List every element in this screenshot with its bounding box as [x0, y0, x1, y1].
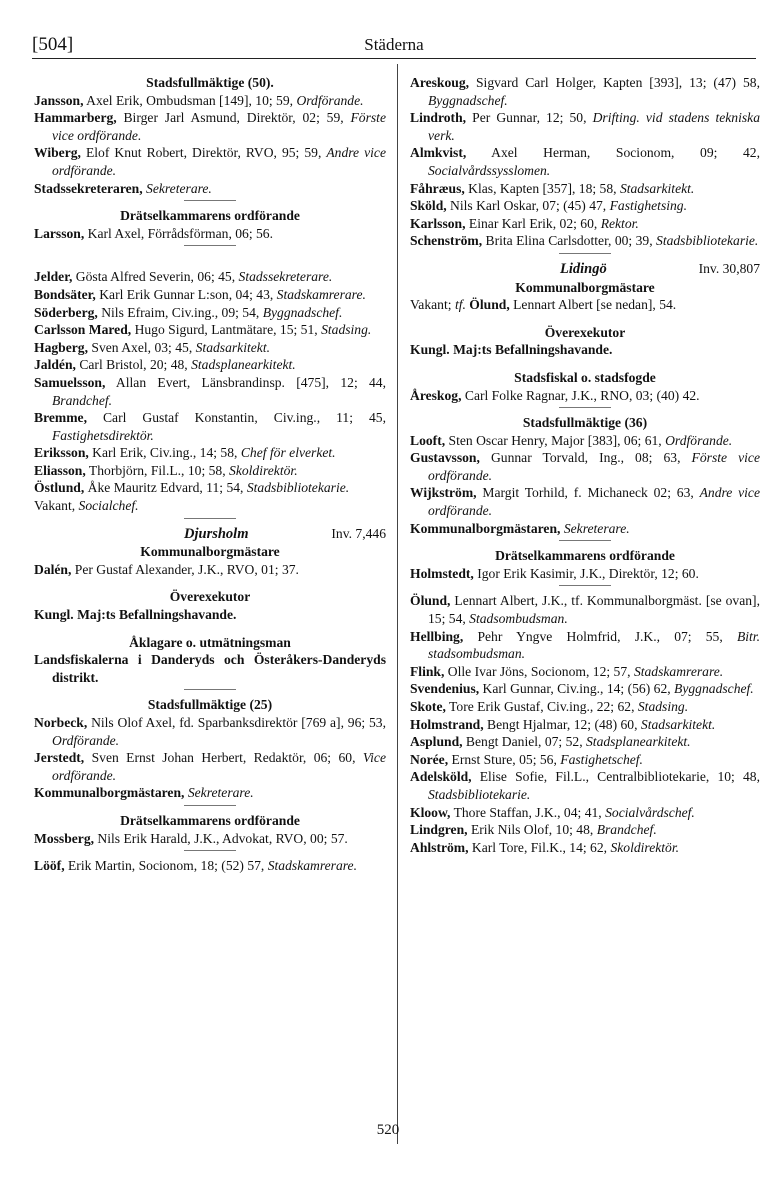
entry-details: Karl Erik, Civ.ing., 14; 58, [88, 445, 241, 461]
directory-entry [34, 374, 386, 409]
entry-details: Birger Jarl Asmund, Direktör, 02; 59, [116, 110, 351, 126]
directory-entry [410, 821, 760, 839]
entry-name: Kommunalborgmästaren, [410, 520, 561, 536]
section-heading: Stadsfiskal o. stadsfogde [514, 369, 656, 385]
spacer [410, 314, 760, 324]
entry-name: Svendenius, [410, 681, 480, 697]
directory-entry [34, 109, 386, 144]
section-heading: Drätselkammarens ordförande [495, 548, 675, 564]
entry-name: Östlund, [34, 480, 85, 496]
entry-title: Stadsbibliotekarie. [428, 786, 531, 802]
entry-details: Carl Folke Ragnar, J.K., RNO, 03; (40) 42. [461, 387, 700, 403]
entry-details: Allan Evert, Länsbrandinsp. [475], 12; 44, [105, 374, 386, 390]
directory-entry [34, 286, 386, 304]
directory-entry [410, 733, 760, 751]
entry-details: Nils Olof Axel, fd. Sparbanksdirektör [769 a], 96; 53, [87, 715, 386, 730]
short-rule [184, 245, 236, 246]
entry-name: Lindroth, [410, 110, 467, 126]
entry-title: Stadsarkitekt. [619, 180, 695, 196]
entry-title: Ordförande. [52, 732, 120, 748]
directory-entry [34, 321, 386, 339]
short-rule [559, 253, 611, 254]
entry-title: Brandchef. [52, 392, 113, 408]
entry-details: Ernst Sture, 05; 56, [448, 751, 561, 767]
directory-entry [410, 341, 760, 359]
entry-title: Byggnadschef. [262, 304, 343, 320]
directory-entry [34, 749, 386, 784]
city-heading-djursholm [34, 525, 386, 544]
directory-entry [34, 784, 386, 802]
city-name: Lidingö [560, 260, 607, 277]
entry-name: Jaldén, [34, 357, 76, 373]
entry-name: Söderberg, [34, 304, 98, 320]
entry-name: Hagberg, [34, 339, 88, 355]
entry-name: Skote, [410, 699, 446, 714]
entry-title: Stadsplanearkitekt. [586, 734, 691, 750]
section-heading: Kommunalborgmästare [515, 279, 655, 295]
entry-title: Stadsarkitekt. [640, 716, 716, 732]
entry-details: Brita Elina Carlsdotter, 00; 39, [482, 233, 657, 249]
directory-entry [34, 651, 386, 686]
entry-name: Flink, [410, 663, 445, 679]
entry-details: Olle Ivar Jöns, Socionom, 12; 57, [444, 663, 634, 679]
entry-title: Ordförande. [665, 432, 733, 448]
entry-details: Klas, Kapten [357], 18; 58, [464, 180, 620, 196]
left-block-1 [34, 74, 386, 519]
spacer [34, 624, 386, 634]
entry-details: Elof Knut Robert, Direktör, RVO, 95; 59, [80, 145, 327, 161]
entry-title: Brandchef. [596, 822, 657, 838]
entry-details: Sven Ernst Johan Herbert, Redaktör, 06; 60, [84, 750, 363, 766]
directory-entry [410, 565, 760, 583]
entry-title: Drifting. vid stadens tekniska verk. [428, 110, 760, 143]
entry-title: Sekreterare. [187, 785, 254, 801]
section-heading: Kommunalborgmästare [140, 544, 280, 560]
directory-entry [34, 714, 386, 749]
entry-name: Ölund, [465, 297, 510, 313]
entry-name: Ölund, [410, 593, 451, 609]
section-heading: Stadsfullmäktige (25) [147, 697, 273, 713]
entry-title: Fastighetsdirektör. [52, 427, 154, 443]
entry-name: Kommunalborgmästaren, [34, 785, 185, 801]
page-number-bottom: 520 [376, 1122, 400, 1138]
entry-name: Mossberg, [34, 830, 95, 846]
directory-entry [410, 680, 760, 698]
directory-entry [34, 561, 386, 579]
section-heading: Åklagare o. utmätningsman [129, 634, 291, 650]
short-rule [559, 585, 611, 586]
entry-name: Gustavsson, [410, 450, 480, 466]
page-number-top: [504] [32, 34, 74, 55]
entry-details: Per Gunnar, 12; 50, [466, 110, 593, 126]
entry-name: Åreskog, [410, 387, 462, 403]
entry-details: Sten Oscar Henry, Major [383], 06; 61, [445, 432, 666, 448]
directory-entry [410, 484, 760, 519]
spacer [34, 578, 386, 588]
page-header [32, 34, 756, 59]
entry-title: Socialvårdssysslomen. [428, 162, 551, 178]
entry-name: Asplund, [410, 734, 463, 750]
entry-name: Wiberg, [34, 145, 81, 161]
left-block-2 [34, 543, 386, 875]
directory-entry [34, 444, 386, 462]
entry-name: Almkvist, [410, 145, 467, 161]
entry-title: Byggnadschef. [674, 681, 754, 697]
entry-details: Vakant; [410, 297, 455, 313]
directory-entry [410, 804, 760, 822]
entry-title: Fastighetsing. [609, 198, 688, 214]
short-rule [184, 805, 236, 806]
entry-name: Lindgren, [410, 822, 468, 838]
entry-name: Kungl. Maj:ts Befallningshavande. [34, 607, 237, 623]
entry-details: Bengt Hjalmar, 12; (48) 60, [483, 716, 641, 732]
directory-entry [410, 628, 760, 663]
entry-title: Socialchef. [78, 498, 139, 514]
section-heading: Stadsfullmäktige (36) [522, 415, 648, 431]
directory-entry [410, 716, 760, 734]
entry-name: Sköld, [410, 198, 447, 214]
entry-title: Skoldirektör. [610, 839, 680, 855]
entry-details: Gunnar Torvald, Ing., 08; 63, [479, 450, 692, 466]
entry-details: Sigvard Carl Holger, Kapten [393], 13; (47) 58, [469, 75, 760, 90]
city-heading-lidingo [410, 260, 760, 279]
entry-name: Bondsäter, [34, 286, 96, 302]
column-divider [397, 64, 398, 1144]
entry-title: Andre vice ordförande. [428, 485, 760, 519]
short-rule [184, 200, 236, 201]
directory-entry [34, 497, 386, 515]
short-rule [184, 689, 236, 690]
entry-details: Sven Axel, 03; 45, [88, 339, 196, 355]
directory-entry [410, 387, 760, 405]
entry-name: Norbeck, [34, 715, 88, 730]
entry-details: Vakant, [34, 498, 79, 514]
entry-name: Jansson, [34, 92, 84, 108]
entry-name: Hellbing, [410, 628, 464, 644]
spacer [410, 359, 760, 369]
entry-title: Stadsing. [321, 322, 372, 338]
directory-entry [410, 432, 760, 450]
directory-entry [410, 520, 760, 538]
entry-title: Ordförande. [296, 92, 364, 108]
entry-details: Igor Erik Kasimir, J.K., Direktör, 12; 60. [473, 565, 699, 581]
directory-entry [410, 839, 760, 857]
spacer [34, 252, 386, 268]
directory-entry [34, 92, 386, 110]
entry-title: Stadssekreterare. [238, 269, 333, 285]
entry-title: Stadsombudsman. [469, 611, 568, 627]
entry-name: Carlsson Mared, [34, 322, 132, 338]
entry-title: Vice ordförande. [52, 750, 386, 783]
entry-details: Karl Axel, Förrådsförman, 06; 56. [84, 225, 273, 241]
entry-details: Axel Erik, Ombudsman [149], 10; 59, [83, 92, 297, 108]
entry-name: Hammarberg, [34, 110, 117, 126]
directory-entry [34, 225, 386, 243]
entry-name: Looft, [410, 432, 446, 448]
entry-title: Förste vice ordförande. [52, 110, 386, 143]
entry-title: Sekreterare. [563, 520, 630, 536]
entry-name: Landsfiskalerna i Danderyds och Österåkers-Danderyds distrikt. [34, 652, 386, 685]
directory-entry [34, 606, 386, 624]
entry-name: Fåhræus, [410, 180, 465, 196]
entry-title: Förste vice ordförande. [428, 450, 760, 483]
entry-details: Elise Sofie, Fil.L., Centralbibliotekarie, 10; 48, [471, 769, 760, 785]
directory-entry [34, 830, 386, 848]
entry-title: Stadsing. [637, 699, 689, 714]
short-rule [184, 518, 236, 519]
entry-details: Margit Torhild, f. Michaneck 02; 63, [476, 485, 700, 501]
entry-name: Kungl. Maj:ts Befallningshavande. [410, 342, 613, 358]
entry-title: Bitr. stadsombudsman. [428, 628, 760, 662]
entry-name: Dalén, [34, 561, 72, 577]
short-rule [559, 540, 611, 541]
entry-name: Norée, [410, 751, 449, 767]
directory-entry [34, 268, 386, 286]
entry-title: Stadskamrerare. [276, 286, 366, 302]
section-heading: Överexekutor [544, 324, 626, 340]
section-heading: Stadsfullmäktige (50). [146, 75, 274, 90]
entry-title: Socialvårdschef. [605, 804, 695, 820]
entry-name: Ahlström, [410, 839, 469, 855]
directory-entry [410, 232, 760, 250]
entry-details: Gösta Alfred Severin, 06; 45, [72, 269, 239, 285]
directory-entry [410, 74, 760, 109]
city-inventory: Inv. 7,446 [331, 525, 386, 541]
directory-entry [410, 663, 760, 681]
entry-title: Stadsbibliotekarie. [656, 233, 759, 249]
entry-title: Sekreterare. [146, 180, 212, 196]
entry-details: Lennart Albert [se nedan], 54. [509, 297, 677, 313]
entry-details: Nils Erik Harald, J.K., Advokat, RVO, 00; 57. [94, 830, 348, 846]
entry-name: Holmstrand, [410, 716, 484, 732]
entry-title: Byggnadschef. [428, 92, 508, 108]
directory-entry [410, 768, 760, 803]
entry-details: Per Gustaf Alexander, J.K., RVO, 01; 37. [71, 561, 299, 577]
entry-name: Lööf, [34, 858, 65, 874]
entry-details: Nils Efraim, Civ.ing., 09; 54, [97, 304, 263, 320]
entry-details: Hugo Sigurd, Lantmätare, 15; 51, [131, 322, 322, 338]
entry-name: Kloow, [410, 804, 451, 820]
section-heading: Drätselkammarens ordförande [120, 812, 300, 828]
entry-name: Eliasson, [34, 462, 86, 478]
entry-name: Holmstedt, [410, 565, 474, 581]
entry-details: Åke Mauritz Edvard, 11; 54, [84, 480, 247, 496]
entry-title: Rektor. [600, 215, 639, 231]
entry-title: Stadskamrerare. [267, 858, 357, 874]
right-block-2 [410, 279, 760, 857]
directory-entry [410, 296, 760, 314]
entry-name: Samuelsson, [34, 374, 106, 390]
short-rule [559, 407, 611, 408]
entry-details: Carl Gustaf Konstantin, Civ.ing., 11; 45, [86, 410, 386, 426]
directory-entry [34, 339, 386, 357]
directory-entry [410, 215, 760, 233]
city-name: Djursholm [184, 525, 249, 542]
entry-name: Bremme, [34, 410, 87, 426]
directory-entry [410, 144, 760, 179]
right-column [410, 74, 760, 856]
directory-entry [34, 409, 386, 444]
entry-details: Karl Gunnar, Civ.ing., 14; (56) 62, [479, 681, 675, 697]
running-title: Städerna [364, 35, 424, 54]
left-column [34, 74, 386, 875]
directory-entry [34, 180, 386, 198]
entry-details: Lennart Albert, J.K., tf. Kommunalborgmäst. [se ovan], 15; 54, [428, 593, 760, 627]
directory-entry [34, 462, 386, 480]
directory-entry [34, 144, 386, 179]
entry-details: Tore Erik Gustaf, Civ.ing., 22; 62, [445, 699, 638, 714]
entry-title: Stadsbibliotekarie. [246, 480, 350, 496]
entry-title: Fastighetschef. [560, 751, 643, 767]
entry-name: Karlsson, [410, 215, 466, 231]
entry-name: Areskoug, [410, 75, 470, 90]
entry-name: Stadssekreteraren, [34, 180, 143, 196]
entry-name: Jelder, [34, 269, 73, 285]
entry-name: Schenström, [410, 233, 483, 249]
entry-title: Skoldirektör. [229, 462, 298, 478]
entry-details: Thorbjörn, Fil.L., 10; 58, [85, 462, 230, 478]
entry-details: Axel Herman, Socionom, 09; 42, [466, 145, 760, 161]
entry-details: Carl Bristol, 20; 48, [75, 357, 192, 373]
entry-title: Stadskamrerare. [633, 663, 724, 679]
entry-details: Bengt Daniel, 07; 52, [462, 734, 586, 750]
entry-details: Pehr Yngve Holmfrid, J.K., 07; 55, [463, 628, 737, 644]
directory-entry [410, 197, 760, 215]
right-block-1 [410, 74, 760, 254]
directory-entry [34, 479, 386, 497]
section-heading: Drätselkammarens ordförande [120, 208, 300, 224]
entry-details: Thore Staffan, J.K., 04; 41, [450, 804, 606, 820]
section-heading: Överexekutor [169, 589, 251, 605]
entry-name: Wijkström, [410, 485, 477, 501]
directory-entry [410, 751, 760, 769]
directory-entry [410, 592, 760, 627]
entry-title: tf. [454, 297, 466, 313]
entry-title: Stadsplanearkitekt. [191, 357, 296, 373]
entry-title: Stadsarkitekt. [195, 339, 270, 355]
directory-entry [34, 304, 386, 322]
entry-details: Erik Nils Olof, 10; 48, [467, 822, 597, 838]
directory-entry [410, 180, 760, 198]
entry-name: Adelsköld, [410, 769, 472, 785]
directory-entry [34, 857, 386, 875]
directory-entry [410, 449, 760, 484]
entry-title: Andre vice ordförande. [52, 145, 386, 178]
entry-details: Karl Erik Gunnar L:son, 04; 43, [95, 286, 277, 302]
entry-name: Larsson, [34, 225, 85, 241]
directory-entry [34, 356, 386, 374]
entry-details: Karl Tore, Fil.K., 14; 62, [468, 839, 611, 855]
entry-details: Einar Karl Erik, 02; 60, [465, 215, 601, 231]
entry-name: Jerstedt, [34, 750, 85, 766]
entry-details: Erik Martin, Socionom, 18; (52) 57, [64, 858, 268, 874]
entry-details: Nils Karl Oskar, 07; (45) 47, [446, 198, 610, 214]
directory-entry [410, 698, 760, 716]
entry-title: Chef för elverket. [240, 445, 336, 461]
short-rule [184, 850, 236, 851]
directory-entry [410, 109, 760, 144]
city-inventory: Inv. 30,807 [698, 260, 760, 276]
entry-name: Eriksson, [34, 445, 89, 461]
